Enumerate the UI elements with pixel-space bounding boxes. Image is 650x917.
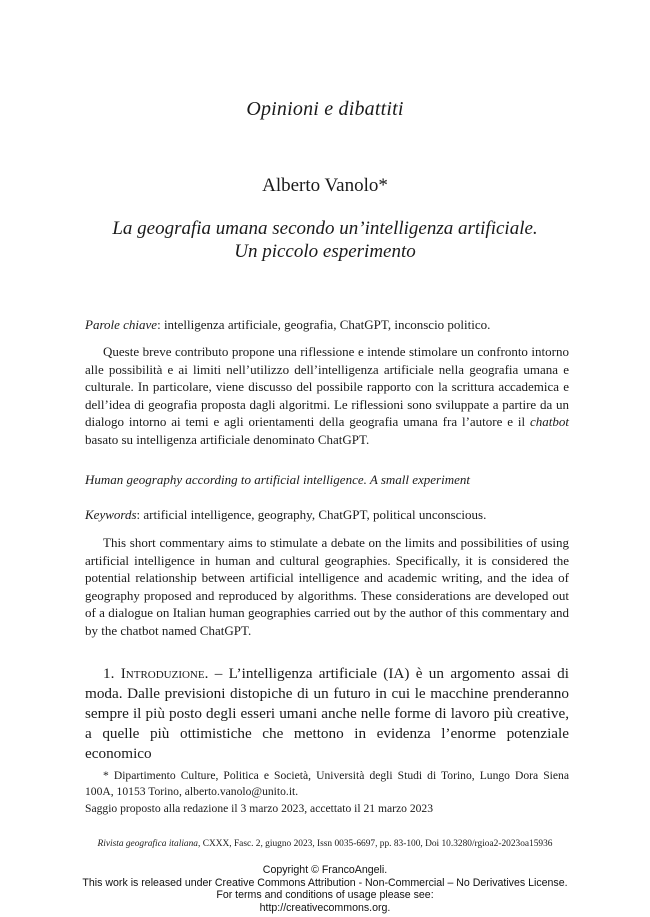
author-footnote: * Dipartimento Culture, Politica e Società, Università degli Studi di Torino, Lungo Dora Siena 100A, 10153 Torino, alberto.vanolo@unito.it. <box>85 769 569 798</box>
section-heading: Introduzione. <box>120 665 209 682</box>
introduction-text: – L’intelligenza artificiale (IA) è un argomento assai di moda. Dalle previsioni distopiche di un futuro in cui le macchine prenderanno sempre il più posto degli esseri umani anche nelle forme di lavoro più creative, a quelle più ottimistiche che mettono in evidenza l’enorme potenziale economico <box>85 665 569 762</box>
submission-dates: Saggio proposto alla redazione il 3 marzo 2023, accettato il 21 marzo 2023 <box>85 802 434 815</box>
title-line-2: Un piccolo esperimento <box>234 241 416 262</box>
abstract-italian <box>85 343 569 448</box>
keywords-label: Parole chiave <box>85 317 158 332</box>
keywords-english <box>85 506 569 524</box>
keywords-label: Keywords <box>85 507 137 522</box>
section-title: Opinioni e dibattiti <box>246 98 404 120</box>
keywords-text: : intelligenza artificiale, geografia, ChatGPT, inconscio politico. <box>157 317 491 332</box>
article-title-italian <box>0 217 650 263</box>
author-name: Alberto Vanolo* <box>262 175 388 196</box>
keywords-text: : artificial intelligence, geography, ChatGPT, political unconscious. <box>136 507 487 522</box>
journal-citation <box>0 839 650 849</box>
license-line: This work is released under Creative Commons Attribution - Non-Commercial – No Derivatives License. <box>82 876 568 889</box>
journal-name: Rivista geografica italiana <box>97 839 198 849</box>
license-notice <box>0 864 650 914</box>
abstract-chatbot-term: chatbot <box>530 414 569 429</box>
abstract-text-part2: basato su intelligenza artificiale denominato ChatGPT. <box>85 431 370 447</box>
introduction-paragraph <box>85 664 569 764</box>
title-line-1: La geografia umana secondo un’intelligenza artificiale. <box>112 218 538 239</box>
section-number: 1. <box>103 665 121 682</box>
terms-line: For terms and conditions of usage please see: <box>216 889 434 901</box>
abstract-text-part1: Queste breve contributo propone una riflessione e intende stimolare un confronto intorno alle possibilità e ai limiti nell’utilizzo dell’intelligenza artificiale nella geografia umana e culturale. In particolare, viene discusso del possibile rapporto con la scrittura accademica e dell’idea di geografia proposta dagli algoritmi. Le riflessioni sono sviluppate a partire da un dialogo intorno ai temi e agli orientamenti della geografia umana fra l’autore e il <box>85 344 569 429</box>
keywords-italian <box>85 316 569 334</box>
license-link[interactable]: http://creativecommons.org. <box>259 901 391 914</box>
journal-details: , CXXX, Fasc. 2, giugno 2023, Issn 0035-6697, pp. 83-100, Doi 10.3280/rgioa2-2023oa15936 <box>198 839 553 849</box>
copyright-line: Copyright © FrancoAngeli. <box>262 864 388 876</box>
abstract-english: This short commentary aims to stimulate a debate on the limits and possibilities of using artificial intelligence in human and cultural geographies. Specifically, it is considered the potential relationship between artificial intelligence and academic writing, and the idea of geography proposed and reproduced by algorithms. These considerations are developed out of a dialogue on Italian human geographies carried out by the author of this commentary and by the chatbot named ChatGPT. <box>85 535 569 638</box>
article-title-english: Human geography according to artificial intelligence. A small experiment <box>85 472 470 487</box>
